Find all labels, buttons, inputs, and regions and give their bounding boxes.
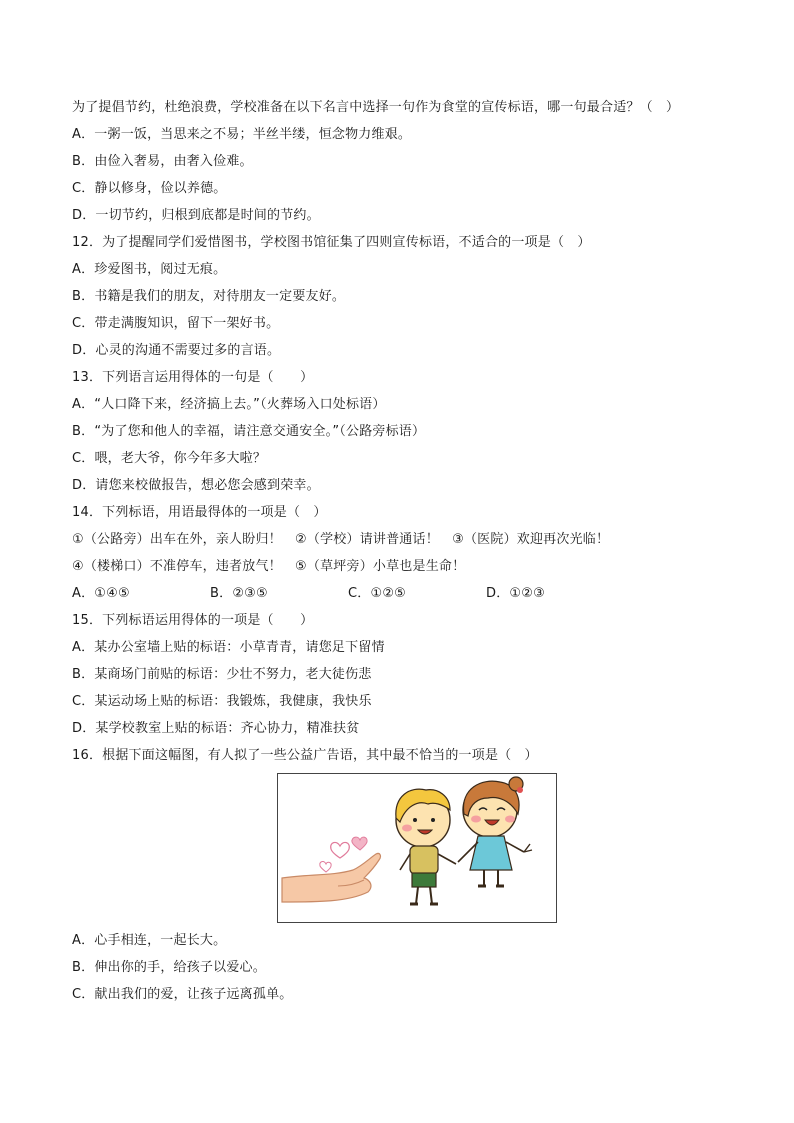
q16-option-a: A．心手相连，一起长大。 [72,933,227,948]
q14-options-row [72,580,732,607]
q12-option-d: D．心灵的沟通不需要过多的言语。 [72,343,281,358]
q16-stem: 16．根据下面这幅图，有人拟了一些公益广告语，其中最不恰当的一项是（ ） [72,748,538,763]
q15-option-c: C．某运动场上贴的标语：我锻炼，我健康，我快乐 [72,694,372,709]
q12-option-c: C．带走满腹知识，留下一架好书。 [72,316,280,331]
q15-option-d: D．某学校教室上贴的标语：齐心协力，精准扶贫 [72,721,360,736]
q12-option-a: A．珍爱图书，阅过无痕。 [72,262,227,277]
q13-option-c: C．喂，老大爷，你今年多大啦？ [72,451,267,466]
open-hand-icon [282,853,380,902]
q12-stem: 12．为了提醒同学们爱惜图书，学校图书馆征集了四则宣传标语，不适合的一项是（ ） [72,235,591,250]
q16-option-b: B．伸出你的手，给孩子以爱心。 [72,960,266,975]
heart-icon [320,862,331,872]
q13-option-d: D．请您来校做报告，想必您会感到荣幸。 [72,478,320,493]
heart-icon [352,837,367,850]
q16-option-c: C．献出我们的爱，让孩子远离孤单。 [72,987,293,1002]
q14-option-b: B．②③⑤ [210,586,268,601]
q11-option-c: C．静以修身，俭以养德。 [72,181,227,196]
boy-shorts [412,873,436,887]
q14-option-a: A．①④⑤ [72,586,130,601]
q15-option-a: A．某办公室墙上贴的标语：小草青青，请您足下留情 [72,640,385,655]
q13-stem: 13．下列语言运用得体的一句是（ ） [72,370,314,385]
q16-illustration [277,773,557,923]
q13-option-b: B．“为了您和他人的幸福，请注意交通安全。”（公路旁标语） [72,424,426,439]
children-holding-hands-illustration [278,774,556,922]
q11-option-a: A．一粥一饭，当思来之不易；半丝半缕，恒念物力维艰。 [72,127,412,142]
heart-icon [331,842,350,858]
q15-stem: 15．下列标语运用得体的一项是（ ） [72,613,314,628]
q13-option-a: A．“人口降下来，经济搞上去。”（火葬场入口处标语） [72,397,386,412]
q11-option-d: D．一切节约，归根到底都是时间的节约。 [72,208,320,223]
boy-shirt [410,846,438,874]
q15-option-b: B．某商场门前贴的标语：少壮不努力，老大徒伤悲 [72,667,372,682]
q14-items-line2: ④（楼梯口）不准停车，违者放气！ ⑤（草坪旁）小草也是生命！ [72,559,466,574]
q14-option-c: C．①②⑤ [348,586,407,601]
q12-option-b: B．书籍是我们的朋友，对待朋友一定要友好。 [72,289,346,304]
q14-option-d: D．①②③ [486,586,545,601]
girl-dress [470,836,512,870]
question-list [72,94,732,1008]
q14-items-line1: ①（公路旁）出车在外，亲人盼归！ ②（学校）请讲普通话！ ③（医院）欢迎再次光临！ [72,532,610,547]
q14-stem: 14．下列标语，用语最得体的一项是（ ） [72,505,327,520]
q11-option-b: B．由俭入奢易，由奢入俭难。 [72,154,253,169]
q11-stem: 为了提倡节约，杜绝浪费，学校准备在以下名言中选择一句作为食堂的宣传标语，哪一句最合适？（ ） [72,100,680,115]
q16-illustration-wrap [72,773,732,923]
